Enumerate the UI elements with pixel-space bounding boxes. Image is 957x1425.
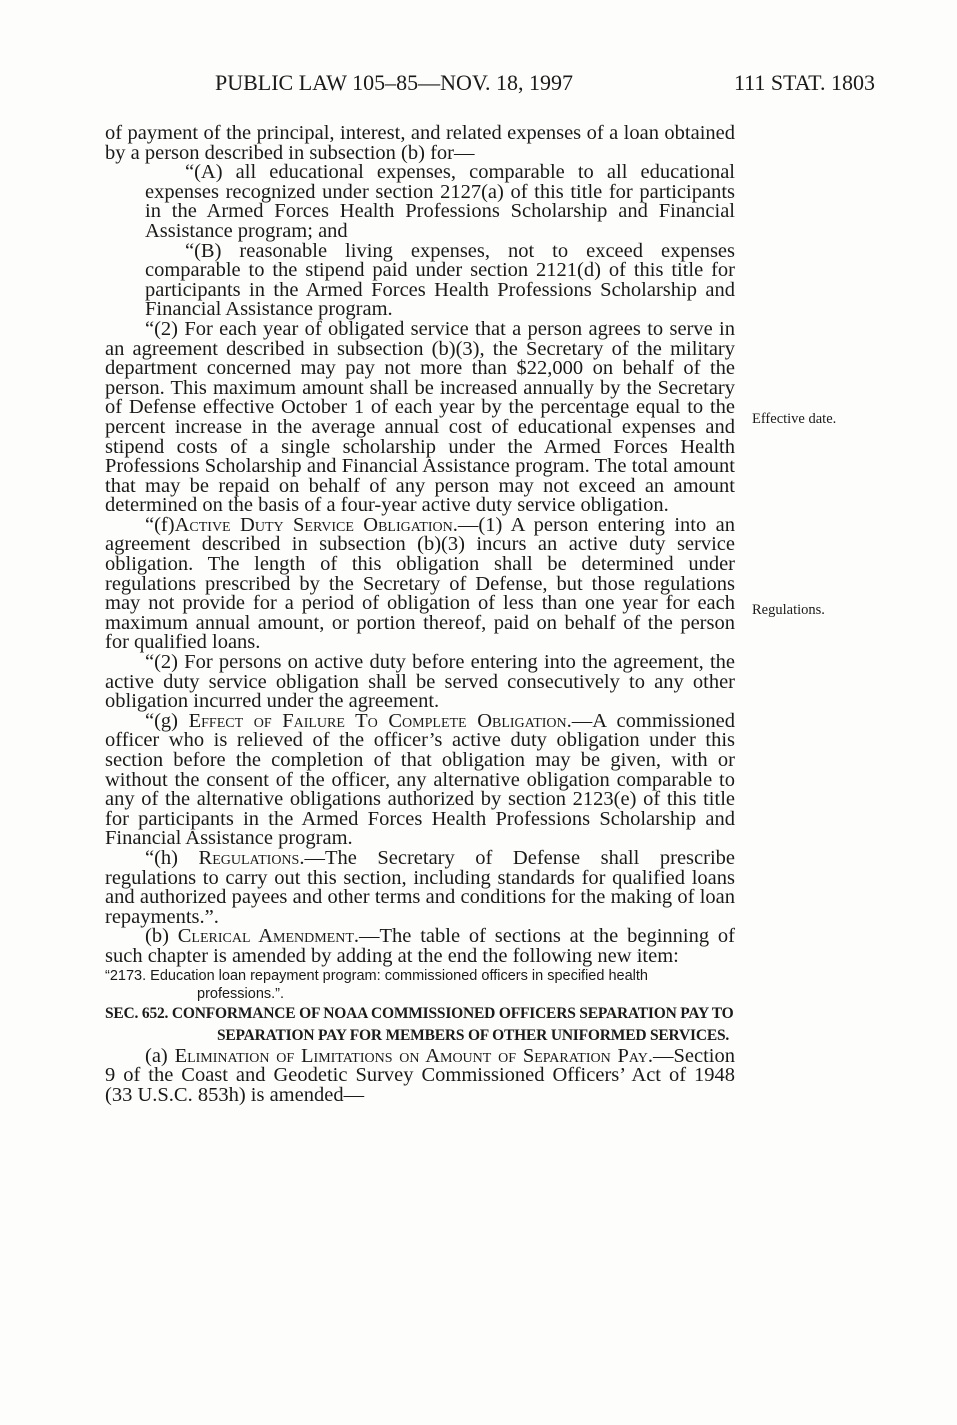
b-text: —The table of sections at the beginning of such chapter is amended by adding at the end the following new item: xyxy=(105,925,735,967)
margin-note-regulations: Regulations. xyxy=(752,602,825,618)
page-header xyxy=(215,70,875,100)
paragraph-f xyxy=(105,513,735,654)
margin-note-effective-date: Effective date. xyxy=(752,411,837,427)
paragraph-subpara-a: “(A) all educational expenses, comparable to all educational expenses recognized under section 2127(a) of this title for participants in the Armed Forces Health Professions Scholarship and Financial Assistance program; and xyxy=(145,161,735,242)
g-prefix: “(g) xyxy=(145,709,189,732)
h-heading: Regulations. xyxy=(198,846,305,869)
paragraph-subpara-b: “(B) reasonable living expenses, not to exceed expenses comparable to the stipend paid under section 2121(d) of this title for participants in the Armed Forces Health Professions Scholarship and Financial Assistance program. xyxy=(145,239,735,321)
paragraph-2: “(2) For each year of obligated service that a person agrees to serve in an agreement described in subsection (b)(3), the Secretary of the military department concerned may pay not more than $22,000 on behalf of the person. This maximum amount shall be increased annually by the Secretary of Defense effective October 1 of each year by the percentage equal to the percent increase in the average annual cost of educational expenses and stipend costs of a single scholarship under the Armed Forces Health Professions Scholarship and Financial Assistance program. The total amount that may be repaid on behalf of any person may not exceed an amount determined on the basis of a four-year active duty service obligation. xyxy=(105,317,735,517)
h-text: —The Secretary of Defense shall prescribe regulations to carry out this section, including standards for qualified loans and authorized payees and other terms and conditions for the making of loan repayments.”. xyxy=(105,846,735,928)
paragraph-h xyxy=(105,846,735,928)
g-text: —A commissioned officer who is relieved of the officer’s active duty obligation under this section before the completion of that obligation may be given, with or without the consent of the officer, any alternative obligation comparable to any of the alternative obligations authorized by section 2123(e) of this title for participants in the Armed Forces Health Professions Scholarship and Financial Assistance program. xyxy=(105,709,735,850)
a-prefix: (a) xyxy=(145,1044,175,1067)
a-text: —Section 9 of the Coast and Geodetic Survey Commissioned Officers’ Act of 1948 (33 U.S.C. 853h) is amended— xyxy=(105,1044,735,1106)
f-prefix: “(f) xyxy=(145,513,175,536)
paragraph-g xyxy=(105,709,735,850)
paragraph-continuation: of payment of the principal, interest, and related expenses of a loan obtained by a person described in subsection (b) for— xyxy=(105,122,735,164)
toc-item: “2173. Education loan repayment program: commissioned officers in specified health professions.”. xyxy=(105,967,648,1002)
section-heading: SEC. 652. CONFORMANCE OF NOAA COMMISSIONED OFFICERS SEPARATION PAY TO SEPARATION PAY FOR MEMBERS OF OTHER UNIFORMED SERVICES. xyxy=(105,1004,734,1044)
paragraph-a xyxy=(105,1044,735,1106)
paragraph-f2: “(2) For persons on active duty before entering into the agreement, the active duty service obligation shall be served consecutively to any other obligation incurred under the agreement. xyxy=(105,651,735,713)
a-heading: Elimination of Limitations on Amount of Separation Pay. xyxy=(174,1044,653,1067)
paragraph-clerical-amendment xyxy=(105,927,735,966)
h-prefix: “(h) xyxy=(145,846,199,869)
g-heading: Effect of Failure To Complete Obligation. xyxy=(188,709,572,732)
header-law-citation: PUBLIC LAW 105–85—NOV. 18, 1997 xyxy=(215,70,573,95)
f-text: —(1) A person entering into an agreement described in subsection (b)(3) incurs an active duty service obligation. The length of this obligation shall be determined under regulations prescribed by the Secretary of Defense, but those regulations may not provide for a period of obligation of less than one year for each maximum annual amount, or portion thereof, paid on behalf of the person for qualified loans. xyxy=(105,513,735,654)
b-prefix: (b) xyxy=(145,925,178,948)
b-heading: Clerical Amendment. xyxy=(177,925,360,948)
document-body xyxy=(105,124,735,1105)
header-stat-page: 111 STAT. 1803 xyxy=(733,70,875,95)
f-heading: Active Duty Service Obligation. xyxy=(174,513,458,536)
